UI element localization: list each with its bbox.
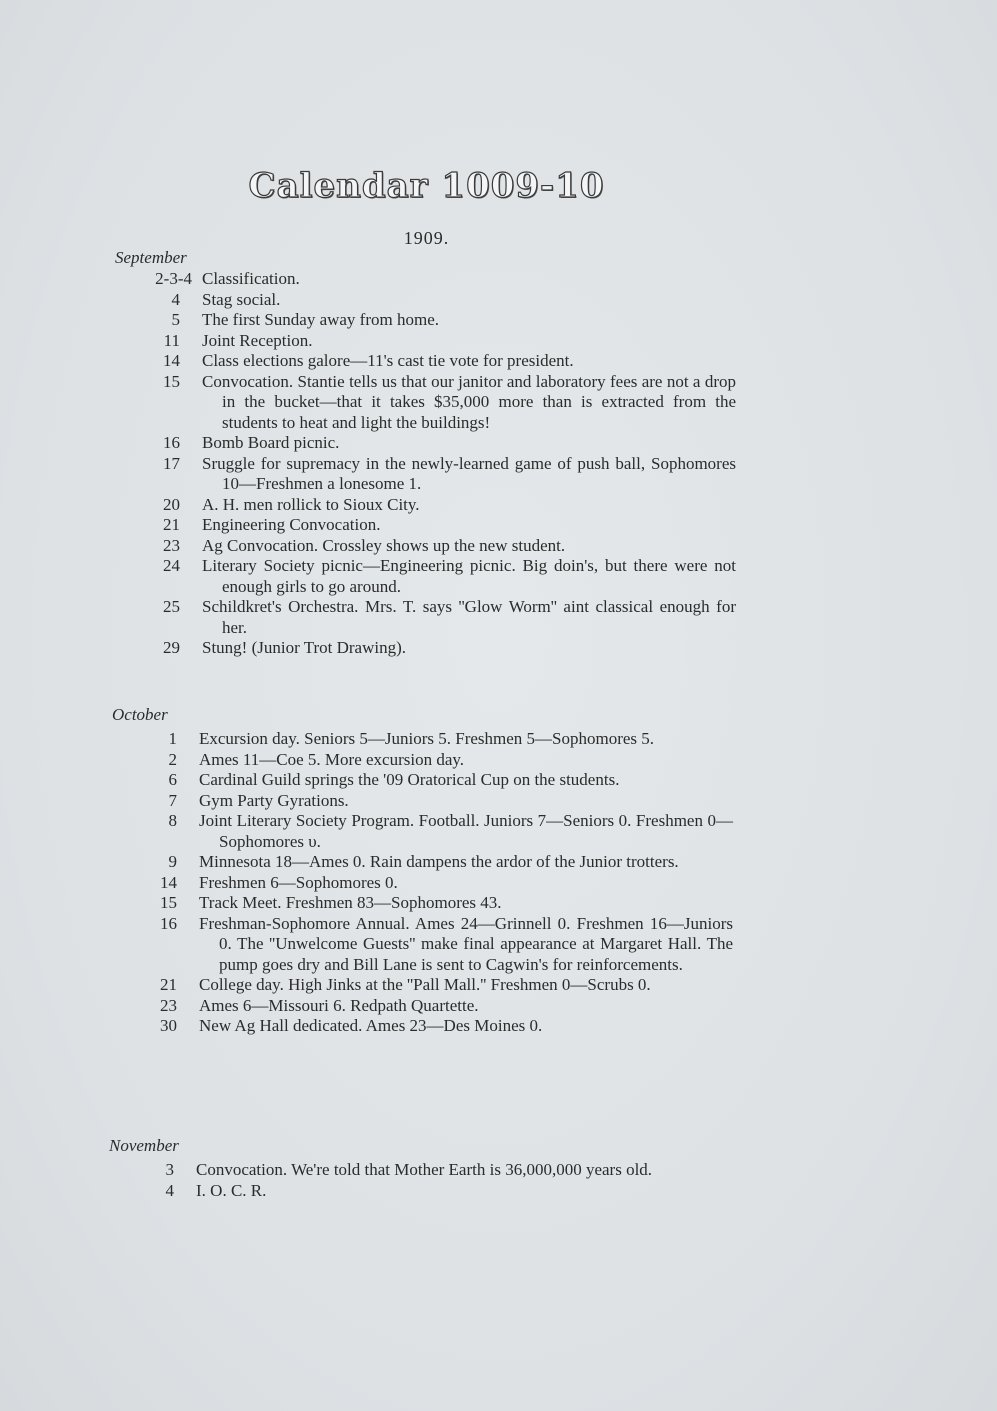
list-item — [140, 454, 736, 495]
entry-text: Engineering Convocation. — [202, 515, 381, 534]
entry-text: Class elections galore—11's cast tie vote for president. — [202, 351, 574, 370]
october-entries — [137, 729, 733, 1037]
list-item — [137, 791, 733, 812]
list-item — [137, 975, 733, 996]
list-item — [140, 351, 736, 372]
entry-text: Stung! (Junior Trot Drawing). — [202, 638, 407, 657]
entry-text: Minnesota 18—Ames 0. Rain dampens the ardor of the Junior trotters. — [199, 852, 679, 871]
entry-text: Sruggle for supremacy in the newly-learned game of push ball, Sophomores 10—Freshmen a lonesome 1. — [202, 453, 736, 493]
entry-day: 23 — [160, 995, 177, 1015]
entry-day: 14 — [163, 351, 180, 370]
list-item — [137, 893, 733, 914]
entry-day: 9 — [168, 852, 177, 871]
entry-day: 21 — [163, 515, 180, 534]
entry-text: Convocation. We're told that Mother Earth is 36,000,000 years old. — [196, 1160, 653, 1179]
list-item — [137, 873, 733, 894]
list-item — [134, 1181, 730, 1202]
list-item — [137, 914, 733, 976]
entry-day: 11 — [163, 330, 180, 350]
entry-text: Convocation. Stantie tells us that our janitor and laboratory fees are not a drop in the bucket—that it takes $35,000 more than is extracted from the students to heat and light the buildings! — [202, 371, 736, 432]
entry-text: Ames 6—Missouri 6. Redpath Quartette. — [199, 995, 479, 1015]
list-item — [137, 852, 733, 873]
month-heading-october: October — [112, 705, 168, 724]
entry-day: 8 — [168, 811, 177, 830]
entry-day: 3 — [165, 1160, 174, 1179]
entry-day: 23 — [163, 535, 180, 555]
year-heading: 1909. — [403, 228, 450, 248]
entry-day: 4 — [165, 1180, 174, 1200]
entry-day: 7 — [168, 790, 177, 810]
month-heading-september: September — [115, 248, 187, 267]
list-item — [140, 433, 736, 454]
list-item — [137, 770, 733, 791]
entry-text: Ames 11—Coe 5. More excursion day. — [199, 749, 465, 769]
list-item — [140, 536, 736, 557]
list-item — [140, 310, 736, 331]
list-item — [140, 372, 736, 434]
list-item — [137, 811, 733, 852]
entry-day: 2-3-4 — [155, 269, 192, 288]
list-item — [140, 269, 736, 290]
entry-day: 16 — [160, 913, 177, 933]
list-item — [137, 1016, 733, 1037]
entry-day: 2 — [168, 749, 177, 769]
list-item — [140, 556, 736, 597]
entry-text: A. H. men rollick to Sioux City. — [202, 494, 420, 514]
entry-text: Ag Convocation. Crossley shows up the new student. — [202, 535, 566, 555]
entry-text: Joint Reception. — [202, 330, 313, 350]
entry-day: 24 — [163, 556, 180, 575]
list-item — [140, 515, 736, 536]
list-item — [137, 996, 733, 1017]
entry-text: New Ag Hall dedicated. Ames 23—Des Moines 0. — [199, 1016, 543, 1035]
entry-text: Bomb Board picnic. — [202, 433, 340, 452]
entry-day: 15 — [160, 893, 177, 912]
list-item — [134, 1160, 730, 1181]
entry-text: Schildkret's Orchestra. Mrs. T. says ''Glow Worm'' aint classical enough for her. — [202, 597, 736, 637]
entry-day: 30 — [160, 1016, 177, 1035]
entry-day: 17 — [163, 453, 180, 473]
list-item — [140, 290, 736, 311]
list-item — [140, 331, 736, 352]
entry-day: 29 — [163, 638, 180, 657]
entry-day: 25 — [163, 597, 180, 616]
entry-text: Stag social. — [202, 289, 281, 309]
list-item — [140, 495, 736, 516]
list-item — [137, 750, 733, 771]
list-item — [140, 638, 736, 659]
entry-text: Classification. — [202, 269, 300, 288]
entry-text: Excursion day. Seniors 5—Juniors 5. Freshmen 5—Sophomores 5. — [199, 729, 655, 748]
entry-day: 1 — [168, 729, 177, 748]
entry-text: Freshmen 6—Sophomores 0. — [199, 872, 398, 892]
entry-text: Joint Literary Society Program. Football. Juniors 7—Seniors 0. Freshmen 0—Sophomores υ. — [199, 811, 733, 851]
entry-text: Cardinal Guild springs the '09 Oratorical Cup on the students. — [199, 770, 620, 789]
entry-day: 4 — [171, 289, 180, 309]
entry-day: 14 — [160, 872, 177, 892]
entry-day: 20 — [163, 494, 180, 514]
list-item — [140, 597, 736, 638]
entry-text: College day. High Jinks at the ''Pall Mall.'' Freshmen 0—Scrubs 0. — [199, 975, 651, 994]
page-title: Calendar 1009-10 — [248, 166, 605, 206]
entry-text: Freshman-Sophomore Annual. Ames 24—Grinnell 0. Freshmen 16—Juniors 0. The ''Unwelcome Guests'' make final appearance at Margaret Hall. The pump goes dry and Bill Lane is sent to Cagwin's for reinforcements. — [199, 913, 733, 974]
month-heading-november: November — [109, 1136, 179, 1155]
list-item — [137, 729, 733, 750]
entry-day: 16 — [163, 433, 180, 452]
entry-day: 5 — [171, 310, 180, 329]
september-entries — [140, 269, 736, 659]
entry-text: I. O. C. R. — [196, 1180, 267, 1200]
entry-text: Track Meet. Freshmen 83—Sophomores 43. — [199, 893, 502, 912]
entry-text: The first Sunday away from home. — [202, 310, 439, 329]
november-entries — [134, 1160, 730, 1201]
entry-day: 6 — [168, 770, 177, 789]
entry-text: Literary Society picnic—Engineering picnic. Big doin's, but there were not enough girls to go around. — [202, 556, 736, 596]
entry-day: 15 — [163, 371, 180, 391]
entry-text: Gym Party Gyrations. — [199, 790, 349, 810]
entry-day: 21 — [160, 975, 177, 994]
